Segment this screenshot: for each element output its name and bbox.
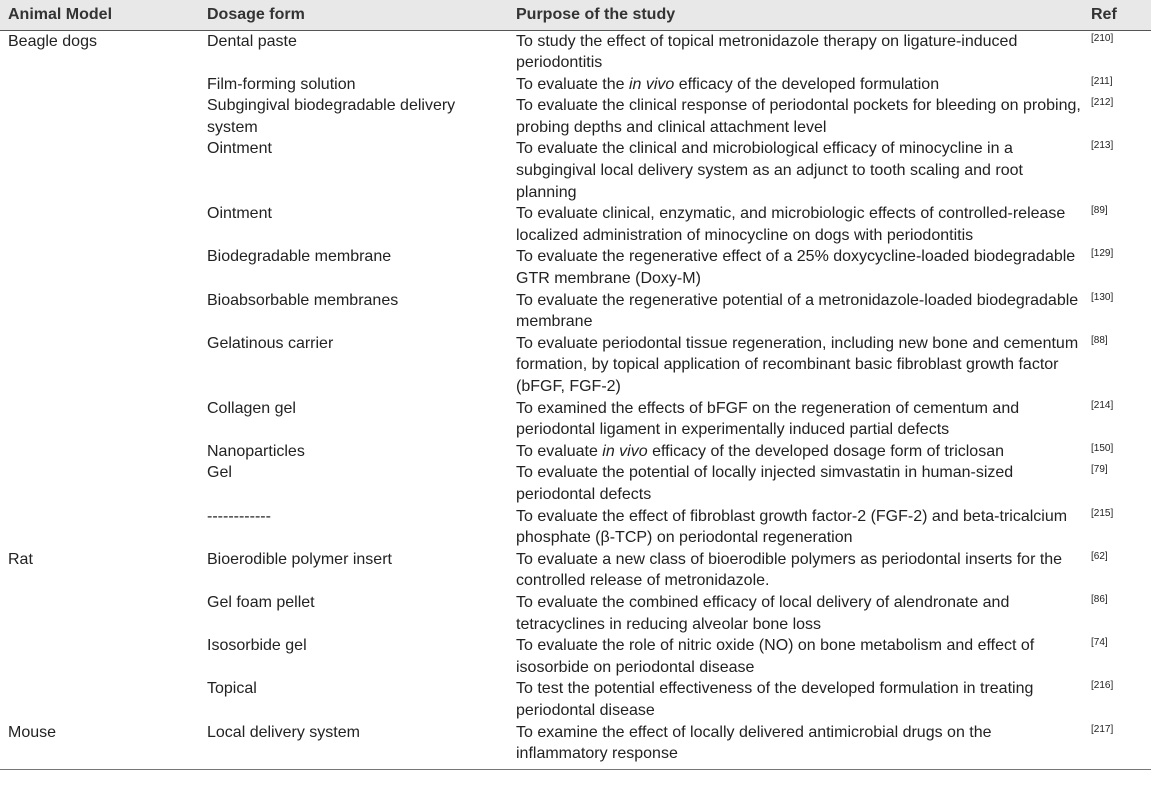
cell-ref: [217]: [1091, 723, 1114, 735]
cell-animal-model: Beagle dogs: [8, 32, 97, 50]
cell-purpose: [508, 592, 1083, 635]
cell-ref: [150]: [1091, 442, 1114, 454]
table-row: [0, 333, 1151, 398]
cell-animal-model: [0, 441, 199, 463]
cell-dosage-form: Film-forming solution: [207, 75, 356, 93]
purpose-text: To evaluate the: [516, 75, 629, 93]
purpose-text: To examined the effects of bFGF on the regeneration of cementum and periodontal ligament in experimentally induced partial defects: [516, 399, 1020, 439]
cell-dosage-form: Gel foam pellet: [207, 593, 315, 611]
cell-dosage-form: Bioabsorbable membranes: [207, 291, 399, 309]
cell-purpose: [508, 678, 1083, 721]
table-row: [0, 441, 1151, 463]
purpose-text: To evaluate the clinical and microbiological efficacy of minocycline in a subgingival local delivery system as an adjunct to tooth scaling and root planning: [516, 140, 1023, 201]
cell-animal-model: [0, 635, 199, 678]
cell-purpose: [508, 462, 1083, 505]
cell-animal-model: [0, 678, 199, 721]
purpose-text: To evaluate periodontal tissue regeneration, including new bone and cementum formation, by topical application of recombinant basic fibroblast growth factor (bFGF, FGF-2): [516, 334, 1079, 395]
table-body: [0, 30, 1151, 769]
purpose-text: To evaluate clinical, enzymatic, and microbiologic effects of controlled-release localized administration of minocycline on dogs with periodontitis: [516, 205, 1066, 244]
purpose-text: To examine the effect of locally delivered antimicrobial drugs on the inflammatory response: [516, 723, 992, 763]
cell-purpose: [508, 203, 1083, 246]
cell-dosage-form: Ointment: [207, 140, 272, 158]
cell-purpose: [508, 722, 1083, 770]
cell-animal-model: [0, 246, 199, 289]
cell-animal-model: [0, 333, 199, 398]
purpose-text: To test the potential effectiveness of the developed formulation in treating periodontal disease: [516, 680, 1034, 719]
cell-animal-model: [0, 462, 199, 505]
cell-ref: [213]: [1091, 140, 1114, 152]
table-row: [0, 678, 1151, 721]
cell-dosage-form: Gel: [207, 464, 232, 482]
cell-ref: [86]: [1091, 593, 1108, 605]
table-row: [0, 95, 1151, 138]
cell-ref: [130]: [1091, 291, 1114, 303]
cell-animal-model: [0, 506, 199, 549]
table-row: [0, 635, 1151, 678]
table-row: [0, 246, 1151, 289]
table-row: [0, 138, 1151, 203]
cell-purpose: [508, 398, 1083, 441]
purpose-text: To evaluate the combined efficacy of local delivery of alendronate and tetracyclines in reducing alveolar bone loss: [516, 593, 1010, 633]
cell-ref: [214]: [1091, 399, 1114, 411]
cell-animal-model: Mouse: [8, 723, 57, 741]
table-row: [0, 398, 1151, 441]
purpose-text-continued: efficacy of the developed formulation: [674, 75, 940, 93]
purpose-italic-text: in vivo: [628, 75, 675, 93]
header-ref: Ref: [1091, 6, 1117, 23]
cell-dosage-form: Gelatinous carrier: [207, 334, 334, 352]
purpose-text: To evaluate the regenerative effect of a 25% doxycycline-loaded biodegradable GTR membrane (Doxy-M): [516, 248, 1076, 288]
cell-dosage-form: Subgingival biodegradable delivery system: [207, 97, 456, 136]
cell-purpose: [508, 30, 1083, 74]
table-row: [0, 592, 1151, 635]
cell-ref: [129]: [1091, 248, 1114, 260]
cell-dosage-form: Isosorbide gel: [207, 637, 307, 655]
cell-animal-model: [0, 290, 199, 333]
header-dosage-form: Dosage form: [207, 6, 305, 23]
cell-dosage-form: Collagen gel: [207, 399, 296, 417]
cell-dosage-form: Local delivery system: [207, 723, 360, 741]
cell-dosage-form: Biodegradable membrane: [207, 248, 392, 266]
table-row: [0, 74, 1151, 96]
cell-animal-model: [0, 592, 199, 635]
cell-purpose: [508, 138, 1083, 203]
cell-purpose: [508, 246, 1083, 289]
cell-ref: [74]: [1091, 637, 1108, 649]
header-purpose: Purpose of the study: [516, 6, 676, 23]
purpose-text: To evaluate the regenerative potential of a metronidazole-loaded biodegradable membrane: [516, 291, 1079, 331]
purpose-text: To evaluate the clinical response of periodontal pockets for bleeding on probing, probing depths and clinical attachment level: [516, 97, 1081, 136]
cell-purpose: [508, 333, 1083, 398]
purpose-text: To evaluate the potential of locally injected simvastatin in human-sized periodontal defects: [516, 464, 1014, 503]
cell-dosage-form: Nanoparticles: [207, 442, 305, 460]
header-animal-model: Animal Model: [8, 6, 113, 23]
cell-ref: [212]: [1091, 97, 1114, 109]
cell-ref: [210]: [1091, 32, 1114, 44]
table-row: [0, 549, 1151, 592]
purpose-text: To evaluate a new class of bioerodible polymers as periodontal inserts for the controlled release of metronidazole.: [516, 550, 1063, 590]
cell-purpose: [508, 506, 1083, 549]
table-row: [0, 462, 1151, 505]
cell-ref: [79]: [1091, 464, 1108, 476]
header-row: [0, 0, 1151, 30]
cell-ref: [62]: [1091, 550, 1108, 562]
cell-purpose: [508, 290, 1083, 333]
cell-purpose: [508, 549, 1083, 592]
table-row: [0, 30, 1151, 74]
cell-ref: [89]: [1091, 205, 1108, 217]
cell-animal-model: [0, 138, 199, 203]
purpose-text-continued: efficacy of the developed dosage form of triclosan: [647, 442, 1004, 460]
cell-ref: [211]: [1091, 75, 1113, 87]
cell-ref: [215]: [1091, 507, 1114, 519]
cell-purpose: [508, 95, 1083, 138]
cell-dosage-form: Bioerodible polymer insert: [207, 550, 392, 568]
purpose-italic-text: in vivo: [602, 442, 648, 460]
cell-animal-model: Rat: [8, 550, 33, 568]
cell-ref: [216]: [1091, 680, 1114, 692]
purpose-text: To evaluate the role of nitric oxide (NO) on bone metabolism and effect of isosorbide on periodontal disease: [516, 637, 1035, 676]
cell-animal-model: [0, 398, 199, 441]
cell-purpose: [508, 635, 1083, 678]
cell-dosage-form: Dental paste: [207, 32, 297, 50]
cell-ref: [88]: [1091, 334, 1108, 346]
table-header: [0, 0, 1151, 30]
cell-animal-model: [0, 203, 199, 246]
purpose-text: To study the effect of topical metronidazole therapy on ligature-induced periodontitis: [516, 32, 1018, 72]
table-row: [0, 290, 1151, 333]
cell-purpose: [508, 441, 1083, 463]
purpose-text: To evaluate: [516, 442, 603, 460]
cell-animal-model: [0, 95, 199, 138]
purpose-text: To evaluate the effect of fibroblast growth factor-2 (FGF-2) and beta-tricalcium phosphate (β-TCP) on periodontal regeneration: [516, 507, 1068, 547]
table-row: [0, 506, 1151, 549]
cell-purpose: [508, 74, 1083, 96]
cell-dosage-form: ------------: [207, 507, 271, 525]
cell-animal-model: [0, 74, 199, 96]
table-row: [0, 722, 1151, 770]
table-row: [0, 203, 1151, 246]
cell-dosage-form: Ointment: [207, 205, 272, 223]
cell-dosage-form: Topical: [207, 680, 257, 698]
